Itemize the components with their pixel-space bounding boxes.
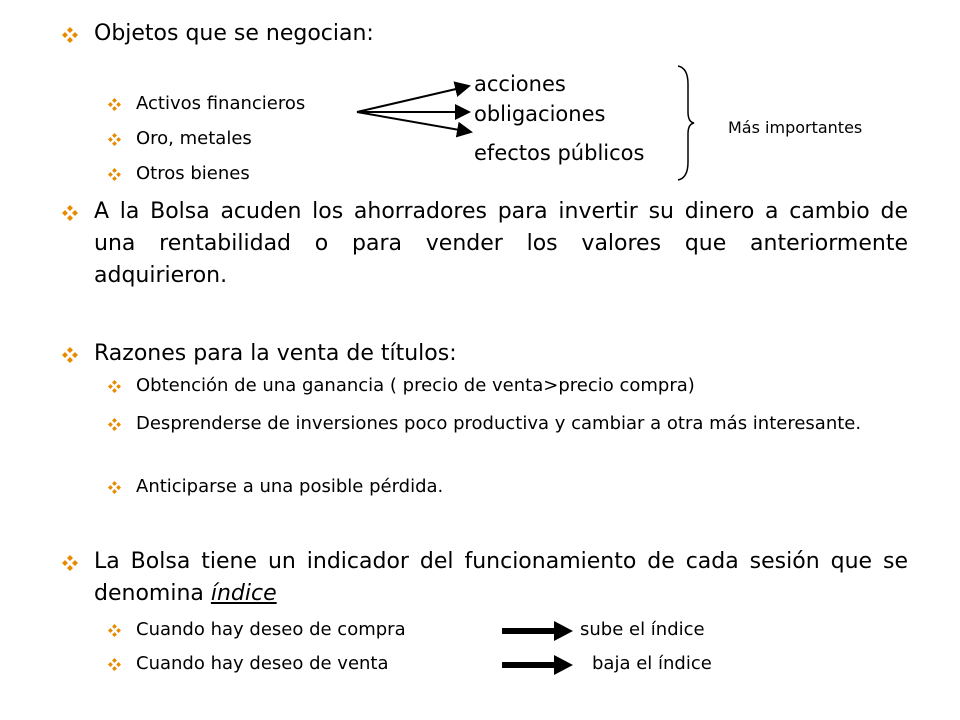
reason-item: Desprenderse de inversiones poco productiva y cambiar a otra más interesante.	[136, 413, 862, 434]
thick-arrow-icon	[502, 654, 574, 676]
target-obligaciones: obligaciones	[474, 102, 606, 126]
reason-item-row	[108, 372, 908, 400]
arrow-to-acciones	[357, 86, 469, 112]
diamond-bullet-icon	[62, 546, 78, 578]
bolsa-paragraph: A la Bolsa acuden los ahorradores para invertir su dinero a cambio de una rentabilidad o para vender los valores que anteriormente adquirieron.	[94, 199, 908, 288]
reasons-heading: Razones para la venta de títulos:	[94, 341, 457, 366]
index-term: índice	[210, 581, 277, 606]
index-paragraph-row	[62, 546, 908, 610]
objects-item: Otros bienes	[136, 163, 250, 184]
brace-label: Más importantes	[728, 118, 863, 137]
target-efectos-publicos: efectos públicos	[474, 141, 645, 165]
reason-item: Anticiparse a una posible pérdida.	[136, 476, 444, 497]
index-item-right: sube el índice	[580, 619, 705, 640]
diamond-bullet-icon	[108, 650, 121, 678]
arrow-to-efectos	[357, 112, 471, 132]
diamond-bullet-icon	[108, 160, 121, 188]
diamond-bullet-icon	[62, 196, 78, 228]
reason-item-row	[108, 473, 908, 501]
index-paragraph	[94, 546, 908, 610]
branch-arrows	[355, 80, 485, 140]
index-item-left: Cuando hay deseo de venta	[136, 653, 389, 674]
diamond-bullet-icon	[62, 338, 78, 370]
index-item-row	[108, 650, 908, 678]
thick-arrow-icon	[502, 620, 574, 642]
diamond-bullet-icon	[108, 372, 121, 400]
objects-item: Activos financieros	[136, 93, 306, 114]
right-brace	[674, 64, 698, 182]
diamond-bullet-icon	[108, 410, 121, 438]
reason-item-row	[108, 410, 908, 438]
target-acciones: acciones	[474, 72, 566, 96]
index-item-row	[108, 616, 908, 644]
diamond-bullet-icon	[108, 473, 121, 501]
diamond-bullet-icon	[108, 616, 121, 644]
index-paragraph-text: La Bolsa tiene un indicador del funcionamiento de cada sesión que se denomina	[94, 549, 908, 606]
objects-heading: Objetos que se negocian:	[94, 21, 374, 46]
index-item-right: baja el índice	[592, 653, 712, 674]
diamond-bullet-icon	[108, 125, 121, 153]
objects-item: Oro, metales	[136, 128, 252, 149]
bolsa-paragraph-row	[62, 196, 908, 292]
reason-item: Obtención de una ganancia ( precio de venta>precio compra)	[136, 375, 695, 396]
index-item-left: Cuando hay deseo de compra	[136, 619, 406, 640]
diamond-bullet-icon	[62, 18, 78, 50]
diamond-bullet-icon	[108, 90, 121, 118]
